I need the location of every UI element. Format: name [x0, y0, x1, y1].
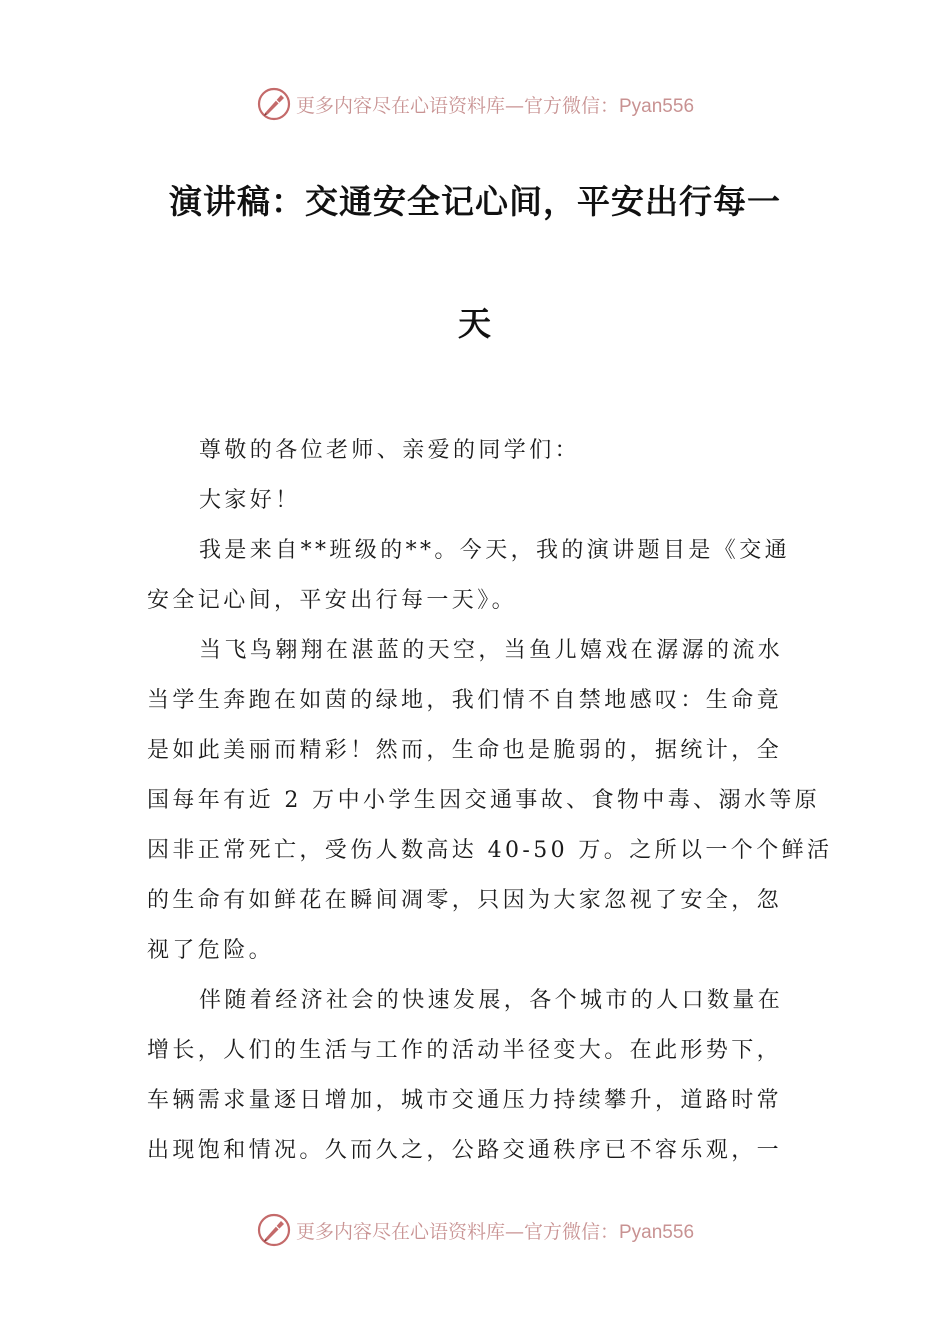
- text-line: 出现饱和情况。久而久之，公路交通秩序已不容乐观，一: [147, 1138, 783, 1163]
- document-title-line-1: 演讲稿：交通安全记心间，平安出行每一: [169, 182, 781, 221]
- wechat-id: Pyan556: [619, 1221, 695, 1243]
- text-line: 安全记心间，平安出行每一天》。: [147, 588, 518, 613]
- greeting-paragraph: [147, 476, 807, 526]
- life-paragraph: [147, 626, 833, 976]
- text-line: 尊敬的各位老师、亲爱的同学们：: [199, 438, 581, 463]
- quill-pen-logo-icon: [256, 86, 292, 122]
- text-line: 是如此美丽而精彩！然而，生命也是脆弱的，据统计，全: [147, 738, 783, 763]
- watermark-text: 更多内容尽在心语资料库—官方微信：: [295, 1220, 619, 1243]
- text-line: 的生命有如鲜花在瞬间凋零，只因为大家忽视了安全，忽: [147, 888, 783, 913]
- text-line: 伴随着经济社会的快速发展，各个城市的人口数量在: [199, 988, 784, 1013]
- text-line: 我是来自**班级的**。今天，我的演讲题目是《交通: [199, 538, 791, 563]
- text-line: 车辆需求量逐日增加，城市交通压力持续攀升，道路时常: [147, 1088, 783, 1113]
- text-line: 大家好！: [199, 488, 301, 513]
- document-title-line-2: 天: [458, 304, 492, 343]
- intro-paragraph: [147, 526, 807, 626]
- text-line: 视了危险。: [147, 938, 275, 963]
- speech-body: [147, 426, 833, 1176]
- salutation-paragraph: [147, 426, 807, 476]
- footer-watermark: [0, 1210, 950, 1250]
- text-line: 国每年有近 2 万中小学生因交通事故、食物中毒、溺水等原: [147, 788, 821, 813]
- text-line: 增长，人们的生活与工作的活动半径变大。在此形势下，: [147, 1038, 783, 1063]
- wechat-id: Pyan556: [619, 95, 695, 117]
- header-watermark: [0, 84, 950, 124]
- text-line: 当学生奔跑在如茵的绿地，我们情不自禁地感叹：生命竟: [147, 688, 783, 713]
- quill-pen-logo-icon: [256, 1212, 292, 1248]
- text-line: 因非正常死亡，受伤人数高达 40-50 万。之所以一个个鲜活: [147, 838, 833, 863]
- development-paragraph: [147, 976, 807, 1176]
- text-line: 当飞鸟翱翔在湛蓝的天空，当鱼儿嬉戏在潺潺的流水: [199, 638, 784, 663]
- watermark-text: 更多内容尽在心语资料库—官方微信：: [295, 94, 619, 117]
